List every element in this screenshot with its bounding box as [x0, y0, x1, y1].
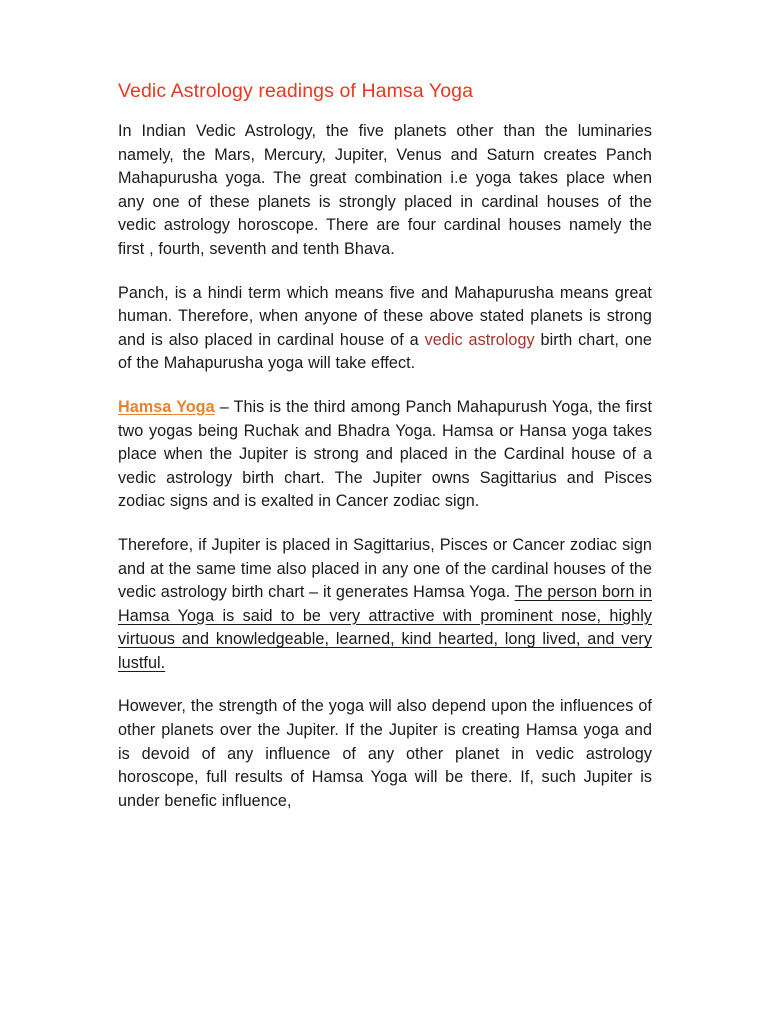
paragraph-jupiter-plain-text: Therefore, if Jupiter is placed in Sagittarius, Pisces or Cancer zodiac sign and at the same time also placed in any one of the cardinal houses of the vedic astrology birth chart – it generates Hamsa Yoga.	[118, 535, 652, 602]
vedic-astrology-link[interactable]: vedic astrology	[424, 330, 535, 349]
page-title: Vedic Astrology readings of Hamsa Yoga	[118, 80, 474, 102]
hamsa-yoga-link[interactable]: Hamsa Yoga	[118, 397, 215, 416]
document-content	[118, 78, 652, 813]
paragraph-panch-text-before: Panch, is a hindi term which means five and Mahapurusha means great human. Therefore, when anyone of these above stated planets is strong and is also placed in cardinal house of a	[118, 283, 652, 349]
paragraph-panch-definition	[118, 282, 652, 376]
paragraph-jupiter-placement	[118, 534, 652, 676]
paragraph-yoga-strength: However, the strength of the yoga will also depend upon the influences of other planets over the Jupiter. If the Jupiter is creating Hamsa yoga and is devoid of any influence of any other planet in vedic astrology horoscope, full results of Hamsa Yoga will be there. If, such Jupiter is under benefic influence,	[118, 697, 652, 810]
paragraph-panch-text-after: birth chart, one of the Mahapurusha yoga will take effect.	[118, 330, 652, 373]
paragraph-hamsa-yoga	[118, 396, 652, 514]
paragraph-intro: In Indian Vedic Astrology, the five planets other than the luminaries namely, the Mars, Mercury, Jupiter, Venus and Saturn creates Panch Mahapurusha yoga. The great combination i.e yoga takes place when any one of these planets is strongly placed in cardinal houses of the vedic astrology horoscope. There are four cardinal houses namely the first , fourth, seventh and tenth Bhava.	[118, 122, 652, 258]
paragraph-hamsa-yoga-text: – This is the third among Panch Mahapurush Yoga, the first two yogas being Ruchak and Bhadra Yoga. Hamsa or Hansa yoga takes place when the Jupiter is strong and placed in the Cardinal house of a vedic astrology birth chart. The Jupiter owns Sagittarius and Pisces zodiac signs and is exalted in Cancer zodiac sign.	[118, 397, 653, 511]
paragraph-jupiter-underlined-text: The person born in Hamsa Yoga is said to be very attractive with prominent nose, highly virtuous and knowledgeable, learned, kind hearted, long lived, and very lustful.	[118, 583, 652, 672]
